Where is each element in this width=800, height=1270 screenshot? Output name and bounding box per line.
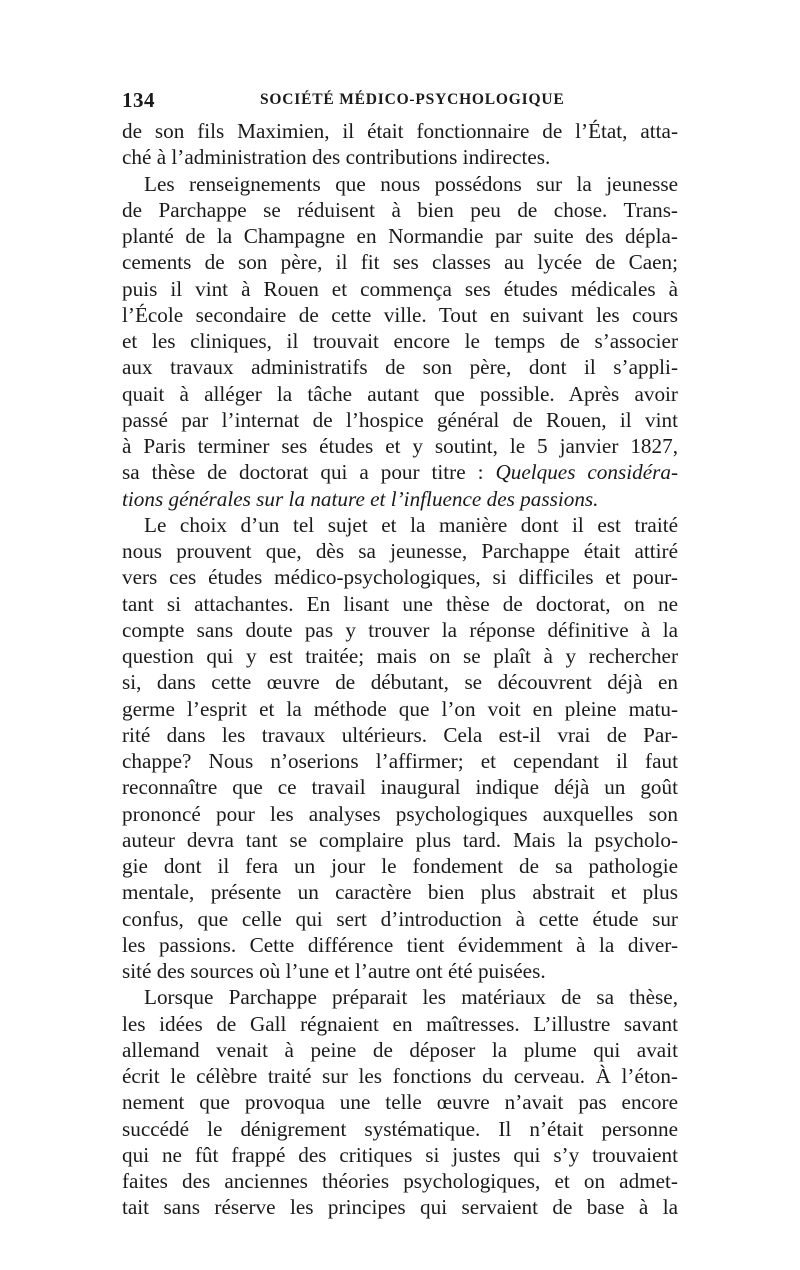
line-text: germe l’esprit et la méthode que l’on voit en pleine matu-: [122, 696, 678, 721]
line-text: Les renseignements que nous possédons sur la jeunesse: [144, 171, 678, 196]
text-line: [122, 381, 678, 407]
line-text: nous prouvent que, dès sa jeunesse, Parchappe était attiré: [122, 539, 678, 563]
line-text: passé par l’internat de l’hospice général de Rouen, il vint: [122, 407, 678, 432]
line-text: planté de la Champagne en Normandie par suite des dépla-: [122, 224, 678, 248]
text-line: [122, 197, 678, 223]
text-line: [122, 1194, 678, 1220]
line-text: aux travaux administratifs de son père, dont il s’appli-: [122, 355, 678, 380]
line-text: l’École secondaire de cette ville. Tout en suivant les cours: [122, 302, 678, 327]
line-text: nement que provoqua une telle œuvre n’avait pas encore: [122, 1090, 678, 1115]
text-line: [122, 302, 678, 328]
text-line: [122, 1011, 678, 1037]
line-text: sa thèse de doctorat qui a pour titre :: [122, 460, 484, 485]
text-line: [122, 486, 678, 512]
text-line: [122, 722, 678, 748]
text-line: [122, 984, 678, 1010]
line-text: reconnaître que ce travail inaugural indique déjà un goût: [122, 775, 678, 800]
text-line: [122, 1037, 678, 1063]
text-line: [122, 669, 678, 695]
text-line: [122, 276, 678, 302]
line-text: puis il vint à Rouen et commença ses études médicales à: [122, 276, 678, 301]
text-line: [122, 407, 678, 433]
text-line: [122, 827, 678, 853]
text-line: [122, 774, 678, 800]
running-head: SOCIÉTÉ MÉDICO-PSYCHOLOGIQUE: [260, 91, 565, 108]
line-italic-text: Quelques considéra-: [495, 460, 678, 485]
line-text: Le choix d’un tel sujet et la manière dont il est traité: [144, 512, 678, 537]
text-line: [122, 591, 678, 617]
text-line: [122, 617, 678, 643]
text-line: [122, 354, 678, 380]
text-line: [122, 932, 678, 958]
line-text: et les cliniques, il trouvait encore le temps de s’associer: [122, 329, 678, 353]
line-text: rité dans les travaux ultérieurs. Cela est-il vrai de Par-: [122, 722, 678, 747]
line-text: si, dans cette œuvre de débutant, se découvrent déjà en: [122, 670, 678, 695]
text-line: [122, 223, 678, 249]
text-line: [122, 1168, 678, 1194]
line-italic-text: tions générales sur la nature et l’influence des passions.: [122, 486, 599, 511]
line-text: succédé le dénigrement systématique. Il n’était personne: [122, 1116, 678, 1141]
line-text: de Parchappe se réduisent à bien peu de chose. Trans-: [122, 197, 678, 222]
text-line: [122, 1063, 678, 1089]
line-text: Lorsque Parchappe préparait les matériaux de sa thèse,: [144, 985, 678, 1010]
line-text: cements de son père, il fit ses classes au lycée de Caen;: [122, 250, 678, 275]
line-text: compte sans doute pas y trouver la réponse définitive à la: [122, 617, 678, 642]
line-text: sité des sources où l’une et l’autre ont été puisées.: [122, 959, 546, 983]
page-header: [122, 88, 678, 118]
text-line: [122, 1142, 678, 1168]
line-text: à Paris terminer ses études et y soutint, le 5 janvier 1827,: [122, 434, 678, 458]
body-text: [122, 118, 678, 1221]
text-line: [122, 564, 678, 590]
text-line: [122, 249, 678, 275]
text-line: [122, 1089, 678, 1115]
text-line: [122, 853, 678, 879]
text-line: [122, 512, 678, 538]
line-text: tait sans réserve les principes qui servaient de base à la: [122, 1195, 678, 1220]
line-text: les passions. Cette différence tient évidemment à la diver-: [122, 932, 678, 957]
text-line: [122, 171, 678, 197]
line-text: prononcé pour les analyses psychologiques auxquelles son: [122, 801, 678, 826]
text-line: [122, 538, 678, 564]
line-text: allemand venait à peine de déposer la plume qui avait: [122, 1037, 678, 1062]
text-line: [122, 906, 678, 932]
text-line: [122, 643, 678, 669]
line-text: question qui y est traitée; mais on se plaît à y rechercher: [122, 644, 678, 668]
line-text: auteur devra tant se complaire plus tard. Mais la psycholo-: [122, 827, 678, 852]
line-text: confus, que celle qui sert d’introduction à cette étude sur: [122, 906, 678, 931]
text-line: [122, 801, 678, 827]
text-line: [122, 118, 678, 144]
line-text: gie dont il fera un jour le fondement de sa pathologie: [122, 854, 678, 878]
page-number: 134: [122, 88, 155, 112]
line-text: mentale, présente un caractère bien plus abstrait et plus: [122, 880, 678, 905]
line-text: écrit le célèbre traité sur les fonctions du cerveau. À l’éton-: [122, 1064, 678, 1088]
text-line: [122, 433, 678, 459]
text-line: [122, 958, 678, 984]
line-text: qui ne fût frappé des critiques si justes qui s’y trouvaient: [122, 1142, 678, 1167]
text-line: [122, 1116, 678, 1142]
line-text: les idées de Gall régnaient en maîtresses. L’illustre savant: [122, 1011, 678, 1036]
line-text: ché à l’administration des contributions indirectes.: [122, 145, 551, 170]
text-line: [122, 879, 678, 905]
text-line: [122, 696, 678, 722]
line-text: faites des anciennes théories psychologiques, et on admet-: [122, 1169, 678, 1193]
line-text: chappe? Nous n’oserions l’affirmer; et cependant il faut: [122, 749, 678, 773]
text-line: [122, 328, 678, 354]
text-line: [122, 748, 678, 774]
text-line: [122, 459, 678, 485]
line-text: vers ces études médico-psychologiques, si difficiles et pour-: [122, 565, 678, 590]
line-text: tant si attachantes. En lisant une thèse de doctorat, on ne: [122, 591, 678, 616]
line-text: de son fils Maximien, il était fonctionnaire de l’État, atta-: [122, 119, 678, 143]
text-line: [122, 144, 678, 170]
line-text: quait à alléger la tâche autant que possible. Après avoir: [122, 381, 678, 406]
